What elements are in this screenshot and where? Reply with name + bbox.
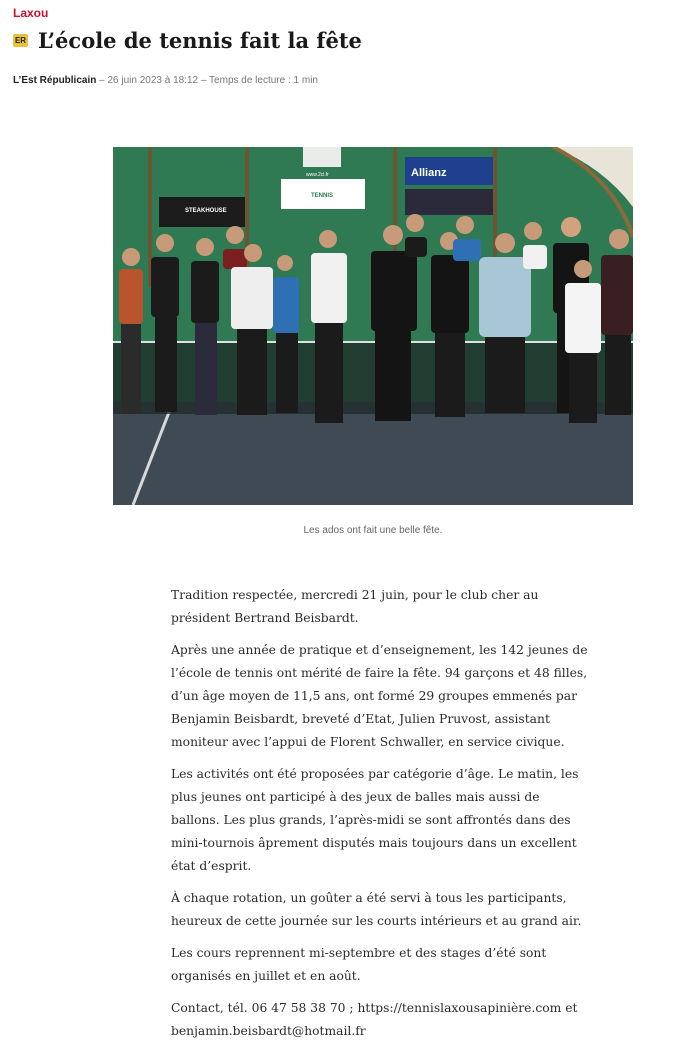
2cl-banner-text: www.2cl.fr [306,172,329,178]
paragraph: À chaque rotation, un goûter a été servi à tous les participants, heureux de cette journée sur les courts intérieurs et au grand air. [171,891,582,928]
article-meta [13,75,318,86]
paragraph: Les activités ont été proposées par catégorie d’âge. Le matin, les plus jeunes ont participé à des jeux de balles mais aussi de ballons. Les plus grands, l’après-midi se sont affrontés dans des mini-tournois âprement disputés mais toujours dans un excellent état d’esprit. [171,767,579,873]
person [151,234,179,412]
title-row [13,28,362,53]
article-body [171,584,591,1052]
paragraph: Tradition respectée, mercredi 21 juin, pour le club cher au président Bertrand Beisbardt. [171,588,539,625]
person [311,230,347,423]
person [119,248,143,414]
sponsor-banner [405,189,493,215]
steakhouse-banner-text: STEAKHOUSE [185,208,227,214]
court-floor [113,402,633,505]
er-logo-badge: ER [14,36,27,45]
person [273,255,299,413]
group-photo-illustration [113,147,633,505]
source-name[interactable]: L’Est Républicain [13,75,97,86]
paragraph: Les cours reprennent mi-septembre et des stages d’été sont organisés en juillet et en août. [171,946,547,983]
category-label[interactable]: Laxou [13,6,49,20]
tennis-net [113,342,633,414]
person [191,238,219,415]
person [601,229,633,415]
paragraph: Contact, tél. 06 47 58 38 70 ; https://tennislaxousapinière.com et benjamin.beisbardt@hotmail.fr [171,1001,578,1038]
publish-info: – 26 juin 2023 à 18:12 – Temps de lecture : 1 min [96,75,318,86]
photo-caption: Les ados ont fait une belle fête. [303,525,443,536]
person [231,244,273,415]
article-title: L’école de tennis fait la fête [38,28,362,53]
article-photo[interactable] [113,147,633,505]
tennis-banner-text: TENNIS [311,193,334,199]
paragraph: Après une année de pratique et d’enseignement, les 142 jeunes de l’école de tennis ont mérité de faire la fête. 94 garçons et 48 filles, d’un âge moyen de 11,5 ans, ont formé 29 groupes emmenés par Benjamin Beisbardt, breveté d’Etat, Julien Pruvost, assistant moniteur avec l’appui de Florent Schwaller, en service civique. [171,643,588,749]
person [565,260,601,423]
2cl-banner [303,147,341,167]
allianz-banner-text: Allianz [411,167,447,179]
